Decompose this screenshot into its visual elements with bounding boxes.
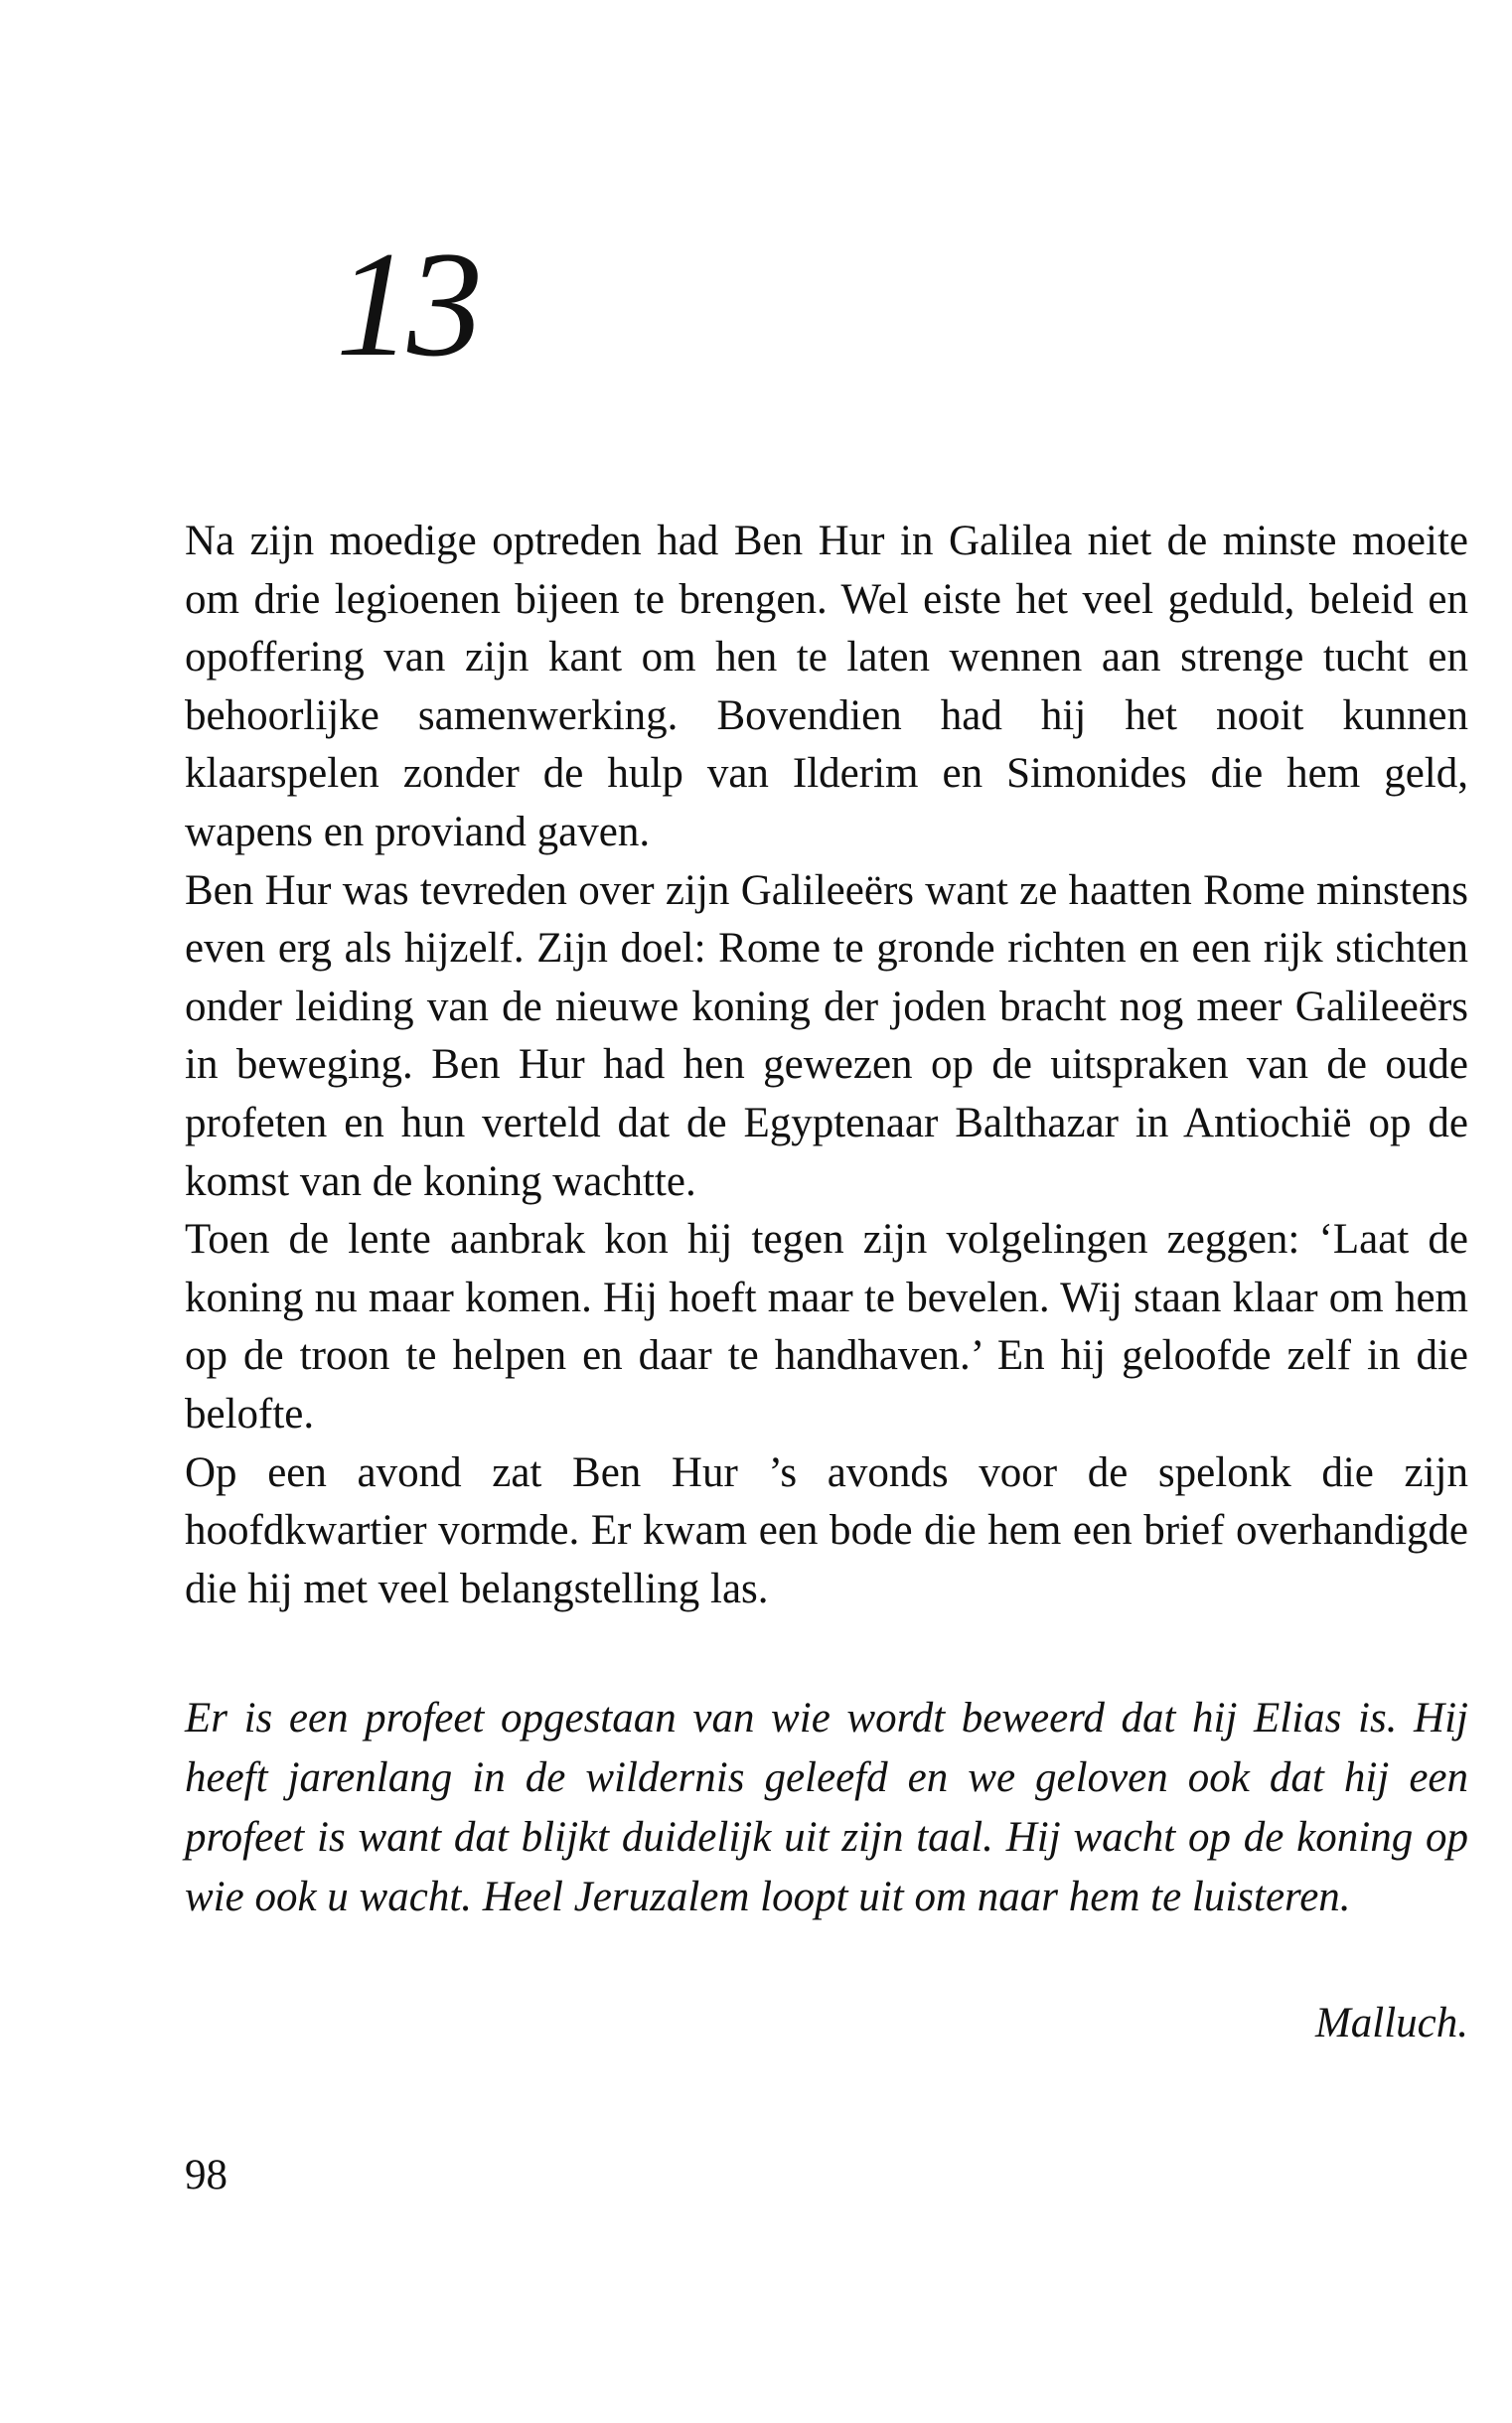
chapter-number: 13 [336, 221, 479, 387]
paragraph: Toen de lente aanbrak kon hij tegen zijn volgelingen zeggen: ‘Laat de koning nu maar komen. Hij hoeft maar te bevelen. Wij staan klaar om hem op de troon te helpen en daar te handhaven.’ En hij geloofde zelf in die belofte. [185, 1216, 1468, 1438]
letter-signature: Malluch. [1314, 2000, 1468, 2046]
page-number: 98 [185, 2152, 227, 2198]
letter-quote [185, 1689, 1468, 1927]
body-text [185, 513, 1468, 1618]
paragraph: Na zijn moedige optreden had Ben Hur in Galilea niet de minste moeite om drie legioenen bijeen te brengen. Wel eiste het veel geduld, beleid en opoffering van zijn kant om hen te laten wennen aan strenge tucht en behoorlijke samenwerking. Bovendien had hij het nooit kunnen klaarspelen zonder de hulp van Ilderim en Simonides die hem geld, wapens en proviand gaven. [185, 518, 1468, 855]
paragraph: Op een avond zat Ben Hur ’s avonds voor de spelonk die zijn hoofdkwartier vormde. Er kwam een bode die hem een brief overhandigde die hij met veel belangstelling las. [185, 1448, 1468, 1612]
letter-text: Er is een profeet opgestaan van wie wordt beweerd dat hij Elias is. Hij heeft jarenlang in de wildernis geleefd en we geloven ook dat hij een profeet is want dat blijkt duidelijk uit zijn taal. Hij wacht op de koning op wie ook u wacht. Heel Jeruzalem loopt uit om naar hem te luisteren. [185, 1695, 1468, 1920]
paragraph: Ben Hur was tevreden over zijn Galileeërs want ze haatten Rome minstens even erg als hijzelf. Zijn doel: Rome te gronde richten en een rijk stichten onder leiding van de nieuwe koning der joden bracht nog meer Galileeërs in beweging. Ben Hur had hen gewezen op de uitspraken van de oude profeten en hun verteld dat de Egyptenaar Balthazar in Antiochië op de komst van de koning wachtte. [185, 866, 1468, 1205]
